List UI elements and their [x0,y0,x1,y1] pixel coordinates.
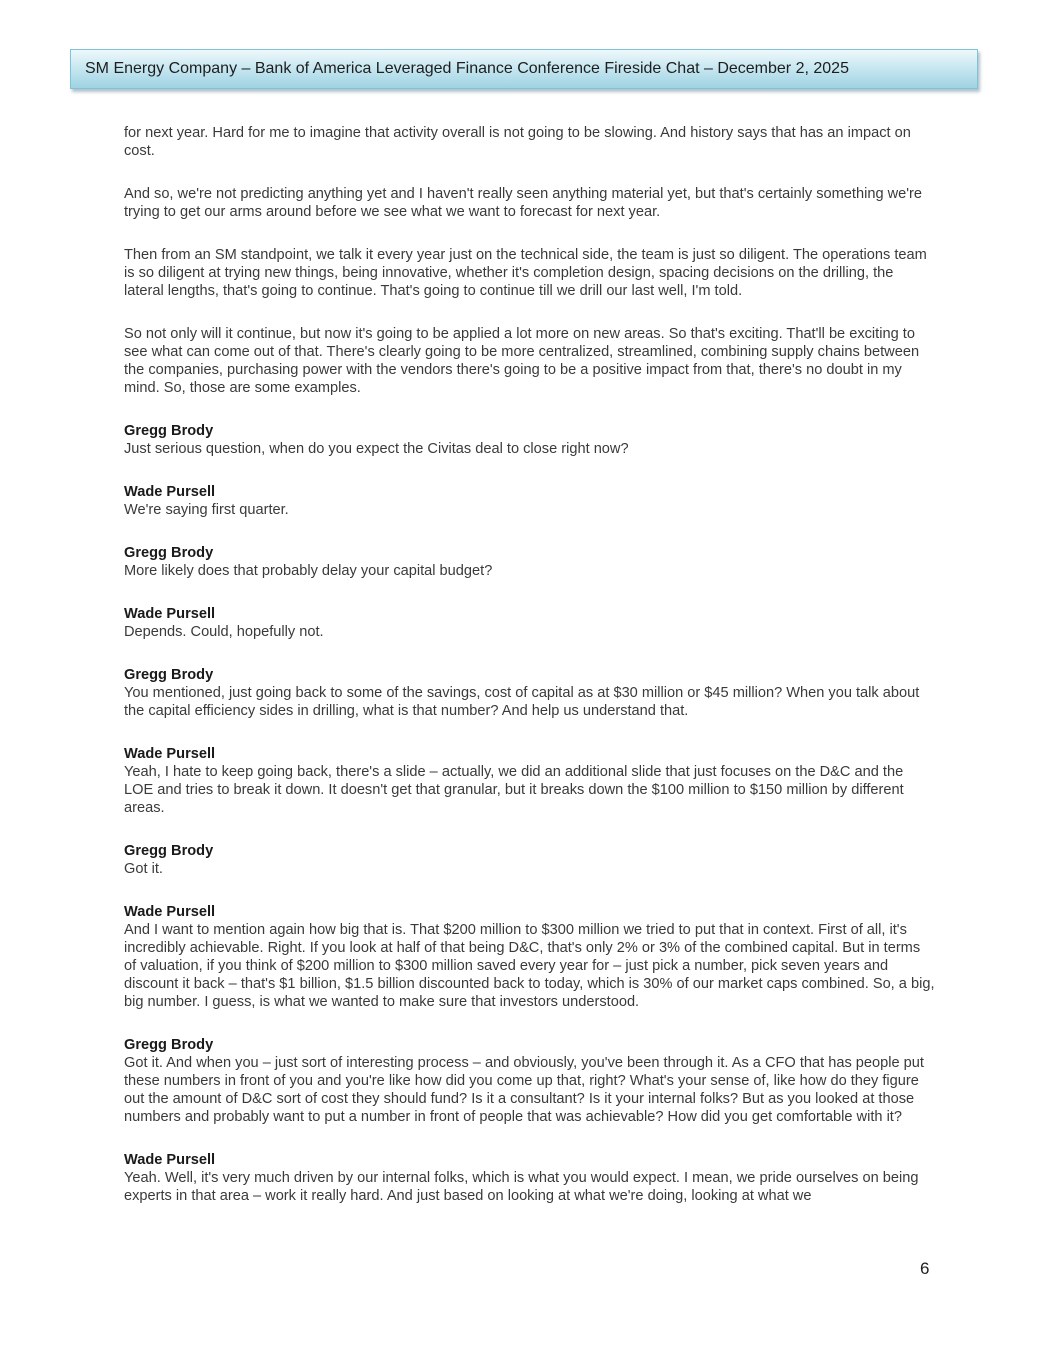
header-title: SM Energy Company – Bank of America Leveraged Finance Conference Fireside Chat – December 2, 2025 [85,60,849,77]
speaker-text: Just serious question, when do you expect the Civitas deal to close right now? [124,441,629,457]
speaker-name: Gregg Brody [124,667,214,683]
speaker-name: Gregg Brody [124,423,214,439]
speaker-text: We're saying first quarter. [124,502,289,518]
dialogue-turn [124,1036,936,1126]
speaker-text: Got it. And when you – just sort of interesting process – and obviously, you've been through it. As a CFO that has people put these numbers in front of you and you're like how did you come up that, right? What's your sense of, like how do they figure out the amount of D&C sort of cost they should fund? Is it a consultant? Is it your internal folks? But as you looked at those numbers and probably want to put a number in front of people that was achievable? How did you get comfortable with it? [124,1055,924,1125]
speaker-name: Wade Pursell [124,1152,216,1168]
dialogue-turn [124,666,936,720]
speaker-text: Got it. [124,861,163,877]
speaker-name: Wade Pursell [124,746,216,762]
speaker-name: Gregg Brody [124,843,214,859]
speaker-text: And I want to mention again how big that is. That $200 million to $300 million we tried to put that in context. First of all, it's incredibly achievable. Right. If you look at half of that being D&C, that's only 2% or 3% of the combined capital. But in terms of valuation, if you think of $200 million to $300 million saved every year for – just pick a number, pick seven years and discount it back – that's $1 billion, $1.5 billion discounted back to today, which is 30% of our market caps combined. So, a big, big number. I guess, is what we wanted to make sure that investors understood. [124,922,935,1010]
intro-paragraph: So not only will it continue, but now it's going to be applied a lot more on new areas. So that's exciting. That'll be exciting to see what can come out of that. There's clearly going to be more centralized, streamlined, combining supply chains between the companies, purchasing power with the vendors there's going to be a positive impact from that, there's no doubt in my mind. So, those are some examples. [124,326,920,396]
speaker-text: You mentioned, just going back to some of the savings, cost of capital as at $30 million or $45 million? When you talk about the capital efficiency sides in drilling, what is that number? And help us understand that. [124,685,920,719]
speaker-name: Wade Pursell [124,904,216,920]
speaker-name: Gregg Brody [124,545,214,561]
speaker-text: Yeah, I hate to keep going back, there's a slide – actually, we did an additional slide that just focuses on the D&C and the LOE and tries to break it down. It doesn't get that granular, but it breaks down the $100 million to $150 million by different areas. [124,764,904,816]
document-header [70,49,978,89]
intro-paragraph: for next year. Hard for me to imagine that activity overall is not going to be slowing. And history says that has an impact on cost. [124,125,911,159]
dialogue-turn [124,483,936,519]
page-number: 6 [920,1259,930,1278]
speaker-text: Yeah. Well, it's very much driven by our internal folks, which is what you would expect. I mean, we pride ourselves on being experts in that area – work it really hard. And just based on looking at what we're doing, looking at what we [124,1170,919,1204]
speaker-text: Depends. Could, hopefully not. [124,624,324,640]
intro-paragraph: Then from an SM standpoint, we talk it every year just on the technical side, the team is just so diligent. The operations team is so diligent at trying new things, being innovative, whether it's completion design, spacing decisions on the drilling, the lateral lengths, that's going to continue. That's going to continue till we drill our last well, I'm told. [124,247,927,299]
speaker-name: Wade Pursell [124,606,216,622]
speaker-text: More likely does that probably delay your capital budget? [124,563,493,579]
transcript-body [124,124,936,1230]
dialogue-turn [124,422,936,458]
dialogue-turn [124,1151,936,1205]
dialogue-turn [124,842,936,878]
dialogue-turn [124,745,936,817]
dialogue-turn [124,903,936,1011]
speaker-name: Gregg Brody [124,1037,214,1053]
speaker-name: Wade Pursell [124,484,216,500]
dialogue-turn [124,544,936,580]
intro-paragraph: And so, we're not predicting anything yet and I haven't really seen anything material yet, but that's certainly something we're trying to get our arms around before we see what we want to forecast for next year. [124,186,923,220]
dialogue-turn [124,605,936,641]
